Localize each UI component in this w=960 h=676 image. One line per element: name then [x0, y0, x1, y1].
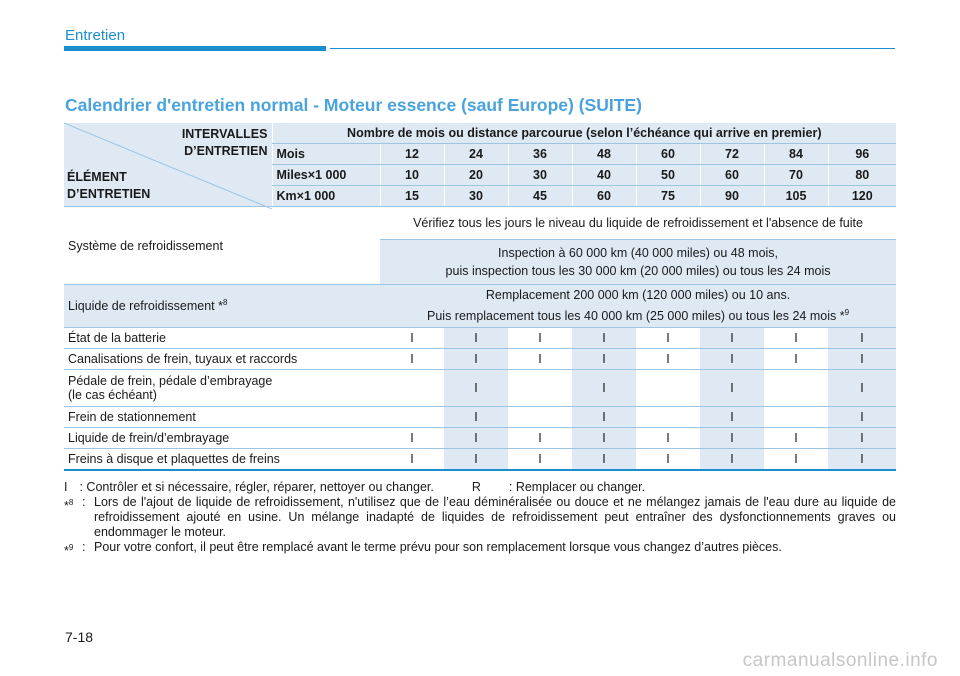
interval-value: 24 [444, 144, 508, 165]
mark-cell: I [380, 349, 444, 370]
mark-cell [508, 407, 572, 428]
table-row [64, 428, 896, 449]
item-brake-clutch-pedal: Pédale de frein, pédale d’embrayage (le cas échéant) [64, 370, 380, 407]
mark-cell: I [828, 328, 896, 349]
interval-value: 120 [828, 186, 896, 207]
table-header-row [64, 123, 896, 144]
mark-cell: I [572, 328, 636, 349]
table-row [64, 449, 896, 471]
mark-cell [636, 370, 700, 407]
legend-line: I : Contrôler et si nécessaire, régler, réparer, nettoyer ou changer. R : Remplacer ou changer. [64, 480, 646, 494]
mark-cell: I [380, 428, 444, 449]
page-number: 7-18 [65, 629, 94, 645]
mark-cell: I [700, 449, 764, 471]
corner-item-label: ÉLÉMENT D’ENTRETIEN [67, 170, 151, 201]
interval-value: 45 [508, 186, 572, 207]
section-label: Entretien [65, 27, 126, 44]
table-row [64, 285, 896, 328]
table-row [64, 370, 896, 407]
footnote-8: *$^8$ : Lors de l'ajout de liquide de refroidissement, n'utilisez que de l’eau déminéralisée ou douce et ne mélangez jamais de l'eau dure au liquide de refroidissement ajouté en usine. Un mélange inadapté de liquides de refroidissement peut entraîner des dysfonctionnements graves ou endommager le moteur. [64, 495, 896, 539]
interval-value: 80 [828, 165, 896, 186]
mark-cell: I [700, 407, 764, 428]
interval-value: 60 [572, 186, 636, 207]
interval-value: 105 [764, 186, 828, 207]
interval-value: 75 [636, 186, 700, 207]
page-title: Calendrier d'entretien normal - Moteur essence (sauf Europe) (SUITE) [65, 95, 642, 115]
mark-cell: I [380, 449, 444, 471]
mark-cell: I [508, 428, 572, 449]
mark-cell: I [444, 349, 508, 370]
maintenance-schedule-table [64, 123, 896, 471]
interval-value: 84 [764, 144, 828, 165]
mark-cell: I [700, 328, 764, 349]
mark-cell: I [572, 370, 636, 407]
item-battery: État de la batterie [64, 328, 380, 349]
mark-cell: I [444, 370, 508, 407]
item-parking-brake: Frein de stationnement [64, 407, 380, 428]
mark-cell [636, 407, 700, 428]
interval-value: 30 [508, 165, 572, 186]
mark-cell: I [636, 349, 700, 370]
footnotes [64, 480, 896, 559]
mark-cell: I [700, 349, 764, 370]
mark-cell: I [444, 428, 508, 449]
mark-cell: I [636, 449, 700, 471]
mark-cell [380, 407, 444, 428]
mark-cell: I [764, 449, 828, 471]
interval-value: 36 [508, 144, 572, 165]
interval-label: Mois [272, 144, 380, 165]
interval-value: 40 [572, 165, 636, 186]
mark-cell: I [572, 449, 636, 471]
mark-cell [380, 370, 444, 407]
mark-cell: I [508, 328, 572, 349]
interval-value: 60 [636, 144, 700, 165]
mark-cell: I [828, 449, 896, 471]
mark-cell: I [572, 407, 636, 428]
table-header-title: Nombre de mois ou distance parcourue (selon l’échéance qui arrive en premier) [272, 123, 896, 144]
interval-label: Miles×1 000 [272, 165, 380, 186]
mark-cell: I [380, 328, 444, 349]
mark-cell: I [444, 449, 508, 471]
interval-value: 60 [700, 165, 764, 186]
watermark: carmanualsonline.info [742, 650, 938, 671]
header-rule-thin [330, 48, 895, 49]
table-row [64, 207, 896, 240]
mark-cell: I [508, 449, 572, 471]
mark-cell: I [828, 370, 896, 407]
item-brake-fluid: Liquide de frein/d’embrayage [64, 428, 380, 449]
cooling-daily-check: Vérifiez tous les jours le niveau du liquide de refroidissement et l'absence de fuite [380, 207, 896, 240]
item-coolant: Liquide de refroidissement *$^8$ [64, 285, 380, 328]
mark-cell: I [828, 407, 896, 428]
interval-value: 72 [700, 144, 764, 165]
coolant-replacement: Remplacement 200 000 km (120 000 miles) ou 10 ans. Puis remplacement tous les 40 000 km (25 000 miles) ou tous les 24 mois *$^9$ [380, 285, 896, 328]
interval-value: 15 [380, 186, 444, 207]
mark-cell: I [572, 349, 636, 370]
mark-cell: I [764, 328, 828, 349]
item-brake-lines: Canalisations de frein, tuyaux et raccords [64, 349, 380, 370]
interval-value: 10 [380, 165, 444, 186]
footnote-9: *$^9$ : Pour votre confort, il peut être remplacé avant le terme prévu pour son remplacement lorsque vous changez d’autres pièces. [64, 540, 782, 559]
mark-cell: I [764, 428, 828, 449]
interval-value: 20 [444, 165, 508, 186]
interval-value: 48 [572, 144, 636, 165]
interval-label: Km×1 000 [272, 186, 380, 207]
cooling-inspection: Inspection à 60 000 km (40 000 miles) ou 48 mois, puis inspection tous les 30 000 km (20 000 miles) ou tous les 24 mois [380, 240, 896, 285]
mark-cell [764, 407, 828, 428]
mark-cell: I [828, 349, 896, 370]
mark-cell: I [700, 370, 764, 407]
interval-value: 70 [764, 165, 828, 186]
interval-value: 30 [444, 186, 508, 207]
mark-cell: I [636, 428, 700, 449]
mark-cell: I [444, 328, 508, 349]
mark-cell: I [764, 349, 828, 370]
table-row [64, 328, 896, 349]
mark-cell [764, 370, 828, 407]
header-rule-thick [64, 46, 326, 51]
mark-cell: I [828, 428, 896, 449]
mark-cell: I [636, 328, 700, 349]
table-row [64, 407, 896, 428]
mark-cell: I [508, 349, 572, 370]
item-disc-brakes: Freins à disque et plaquettes de freins [64, 449, 380, 471]
mark-cell: I [700, 428, 764, 449]
table-row [64, 349, 896, 370]
interval-value: 96 [828, 144, 896, 165]
mark-cell: I [444, 407, 508, 428]
corner-intervals-label: INTERVALLES D’ENTRETIEN [181, 127, 268, 158]
mark-cell: I [572, 428, 636, 449]
interval-value: 90 [700, 186, 764, 207]
item-cooling-system: Système de refroidissement [64, 207, 380, 285]
mark-cell [508, 370, 572, 407]
interval-value: 50 [636, 165, 700, 186]
interval-value: 12 [380, 144, 444, 165]
table-corner-cell [64, 123, 272, 207]
